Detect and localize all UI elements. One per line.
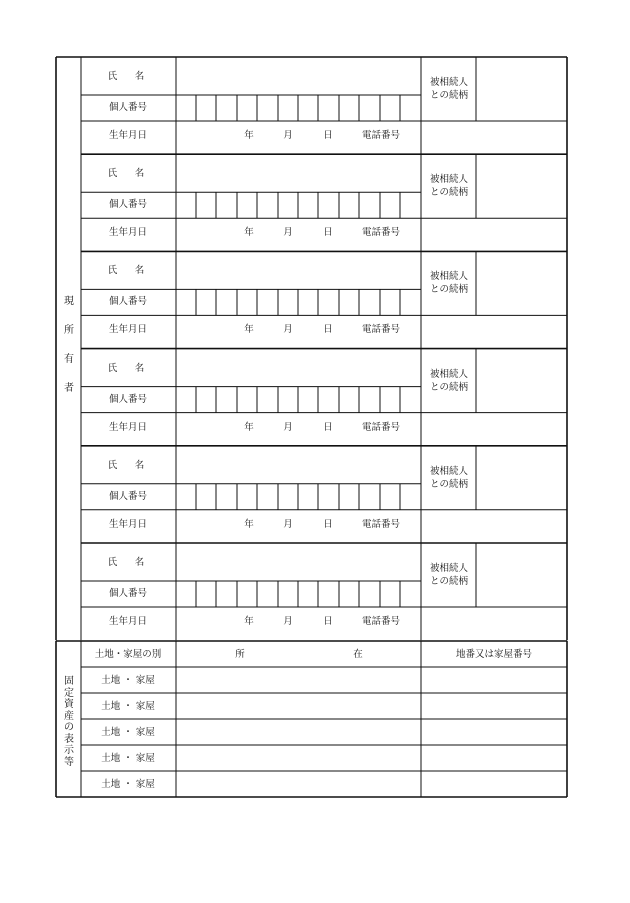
- owner-block-4-number-label: 個人番号: [108, 393, 148, 405]
- owner-block-1-number-label: 個人番号: [108, 102, 148, 113]
- property-title-char: 固: [64, 676, 74, 687]
- owner-block-4-relation-label-2: との続柄: [429, 381, 469, 393]
- property-location-header-1: 所: [235, 649, 245, 660]
- property-row-5-type-label: 土地 ・ 家屋: [101, 779, 155, 790]
- owner-block-2-day-label: 日: [323, 227, 333, 239]
- fixed-asset-section-title: [59, 676, 79, 768]
- owner-block-5-relation-label-1: 被相続人: [429, 465, 469, 477]
- owner-block-1-relation-label-2: との続柄: [429, 90, 469, 101]
- owner-block-5-year-label: 年: [244, 518, 254, 530]
- owner-block-6-month-label: 月: [283, 616, 293, 627]
- owner-block-4-day-label: 日: [323, 421, 333, 433]
- property-title-char: 資: [64, 699, 74, 710]
- owner-block-5-birth-label: 生年月日: [108, 518, 148, 530]
- owner-block-2-phone-label: 電話番号: [361, 227, 401, 239]
- owner-block-1-month-label: 月: [283, 130, 293, 141]
- owner-block-2-number-label: 個人番号: [108, 199, 148, 211]
- owner-block-3-month-label: 月: [283, 324, 293, 336]
- property-title-char: 等: [64, 756, 74, 768]
- owner-block-3-relation-label-1: 被相続人: [429, 271, 469, 283]
- owner-title-char: 者: [64, 383, 74, 394]
- owner-block-3-phone-label: 電話番号: [361, 324, 401, 336]
- owner-block-6-relation-label-1: 被相続人: [429, 563, 469, 574]
- owner-block-1-name-label: 氏 名: [107, 71, 149, 82]
- owner-block-5-day-label: 日: [323, 518, 333, 530]
- owner-block-4-year-label: 年: [244, 421, 254, 433]
- property-title-char: の: [64, 722, 74, 733]
- owner-block-6-name-label: 氏 名: [107, 557, 149, 568]
- owner-block-6-year-label: 年: [244, 616, 254, 627]
- owner-block-2-birth-label: 生年月日: [108, 227, 148, 239]
- property-title-char: 定: [64, 687, 74, 699]
- property-type-header: 土地・家屋の別: [94, 649, 162, 660]
- owner-block-6-number-label: 個人番号: [108, 588, 148, 599]
- owner-block-3-name-label: 氏 名: [107, 265, 149, 277]
- property-row-1-type-label: 土地 ・ 家屋: [101, 675, 155, 686]
- owner-block-5-relation-label-2: との続柄: [429, 478, 469, 490]
- owner-block-2-year-label: 年: [244, 227, 254, 239]
- property-row-2-type-label: 土地 ・ 家屋: [101, 701, 155, 712]
- owner-block-4-month-label: 月: [283, 421, 293, 433]
- property-row-4-type-label: 土地 ・ 家屋: [101, 753, 155, 764]
- owner-block-2-relation-label-1: 被相続人: [429, 174, 469, 186]
- owner-title-char: 有: [64, 354, 74, 365]
- owner-block-3-relation-label-2: との続柄: [429, 284, 469, 296]
- owner-block-5-month-label: 月: [283, 518, 293, 530]
- owner-title-char: 所: [64, 325, 74, 336]
- owner-block-6-birth-label: 生年月日: [108, 616, 148, 627]
- owner-block-3-number-label: 個人番号: [108, 296, 148, 308]
- owner-block-1-birth-label: 生年月日: [108, 130, 148, 141]
- property-location-header-2: 在: [353, 649, 363, 660]
- property-title-char: 表: [64, 733, 74, 745]
- owner-block-4-relation-label-1: 被相続人: [429, 368, 469, 380]
- owner-block-2-name-label: 氏 名: [107, 168, 149, 180]
- owner-block-3-day-label: 日: [323, 324, 333, 336]
- property-title-char: 産: [64, 710, 74, 722]
- owner-block-6-day-label: 日: [323, 616, 333, 627]
- owner-block-5-name-label: 氏 名: [107, 459, 149, 471]
- owner-block-4-birth-label: 生年月日: [108, 421, 148, 433]
- owner-block-1-relation-label-1: 被相続人: [429, 77, 469, 88]
- property-row-3-type-label: 土地 ・ 家屋: [101, 727, 155, 738]
- owner-block-2-month-label: 月: [283, 227, 293, 239]
- owner-title-char: 現: [64, 296, 74, 307]
- property-title-char: 示: [64, 745, 74, 756]
- owner-block-6-phone-label: 電話番号: [361, 616, 401, 627]
- property-number-header: 地番又は家屋番号: [455, 649, 533, 660]
- owner-block-3-year-label: 年: [244, 324, 254, 336]
- owner-block-3-birth-label: 生年月日: [108, 324, 148, 336]
- owner-block-1-phone-label: 電話番号: [361, 130, 401, 141]
- owner-block-1-day-label: 日: [323, 130, 333, 141]
- owner-block-5-phone-label: 電話番号: [361, 518, 401, 530]
- current-owner-section-title: [59, 292, 79, 408]
- owner-block-6-relation-label-2: との続柄: [429, 576, 469, 587]
- owner-block-2-relation-label-2: との続柄: [429, 187, 469, 199]
- owner-block-1-year-label: 年: [244, 130, 254, 141]
- owner-block-4-name-label: 氏 名: [107, 362, 149, 374]
- owner-block-5-number-label: 個人番号: [108, 490, 148, 502]
- owner-block-4-phone-label: 電話番号: [361, 421, 401, 433]
